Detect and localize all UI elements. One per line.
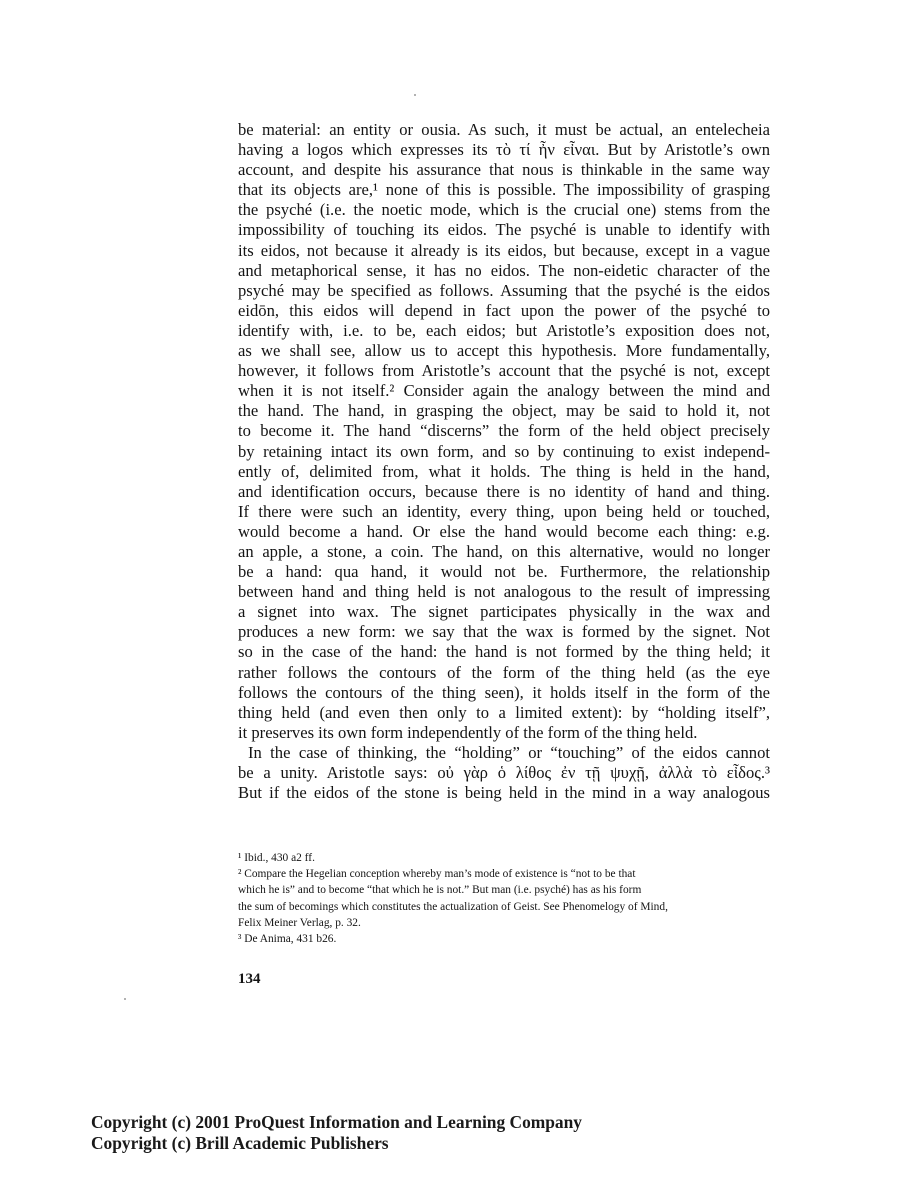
footnote-line: which he is” and to become “that which he is not.” But man (i.e. psyché) has as his form: [238, 884, 642, 897]
text-line: its eidos, not because it already is its eidos, but because, except in a vague: [238, 240, 770, 260]
text-line: to become it. The hand “discerns” the form of the held object precisely: [238, 421, 770, 441]
text-line: But if the eidos of the stone is being held in the mind in a way analogous: [238, 783, 770, 803]
text-line: as we shall see, allow us to accept this hypothesis. More fundamentally,: [238, 341, 770, 361]
text-line: identify with, i.e. to be, each eidos; but Aristotle’s exposition does not,: [238, 320, 770, 340]
text-line: produces a new form: we say that the wax is formed by the signet. Not: [238, 622, 770, 642]
text-line: psyché may be specified as follows. Assuming that the psyché is the eidos: [238, 280, 770, 300]
page-number: 134: [238, 971, 261, 987]
text-line: however, it follows from Aristotle’s account that the psyché is not, except: [238, 361, 770, 381]
text-line: eidōn, this eidos will depend in fact upon the power of the psyché to: [238, 300, 770, 320]
text-line: a signet into wax. The signet participates physically in the wax and: [238, 602, 770, 622]
scan-speck: [124, 998, 126, 1000]
text-line: ently of, delimited from, what it holds. The thing is held in the hand,: [238, 461, 770, 481]
text-line: and identification occurs, because there is no identity of hand and thing.: [238, 481, 770, 501]
text-line: and metaphorical sense, it has no eidos. The non-eidetic character of the: [238, 260, 770, 280]
text-line: be a unity. Aristotle says: οὐ γὰρ ὁ λίθος ἐν τῇ ψυχῇ, ἀλλὰ τὸ εἶδος.³: [238, 763, 770, 782]
text-line: when it is not itself.² Consider again the analogy between the mind and: [238, 381, 770, 401]
footnotes: [238, 850, 770, 947]
text-line: impossibility of touching its eidos. The psyché is unable to identify with: [238, 220, 770, 240]
footnote-line: Felix Meiner Verlag, p. 32.: [238, 916, 361, 929]
text-line: account, and despite his assurance that nous is thinkable in the same way: [238, 160, 770, 180]
text-line: by retaining intact its own form, and so by continuing to exist independ-: [238, 441, 770, 461]
scan-speck: [414, 94, 416, 96]
text-line: rather follows the contours of the form of the thing held (as the eye: [238, 662, 770, 682]
text-line: having a logos which expresses its τὸ τί ἦν εἶναι. But by Aristotle’s own: [238, 140, 770, 160]
text-line: between hand and thing held is not analogous to the result of impressing: [238, 582, 770, 602]
text-line: be a hand: qua hand, it would not be. Furthermore, the relationship: [238, 562, 770, 582]
text-line: it preserves its own form independently of the form of the thing held.: [238, 722, 698, 742]
text-line: If there were such an identity, every thing, upon being held or touched,: [238, 501, 770, 521]
body-text: [238, 120, 770, 803]
copyright-line: Copyright (c) Brill Academic Publishers: [91, 1133, 389, 1153]
copyright-notice: [91, 1112, 582, 1154]
text-line: thing held (and even then only to a limited extent): by “holding itself”,: [238, 702, 770, 722]
footnote-line: ¹ Ibid., 430 a2 ff.: [238, 852, 315, 864]
text-line: would become a hand. Or else the hand would become each thing: e.g.: [238, 521, 770, 541]
footnote-line: ² Compare the Hegelian conception whereby man’s mode of existence is “not to be that: [238, 868, 636, 881]
text-line: the hand. The hand, in grasping the object, may be said to hold it, not: [238, 401, 770, 421]
text-line: In the case of thinking, the “holding” or “touching” of the eidos cannot: [248, 742, 770, 762]
text-line: follows the contours of the thing seen), it holds itself in the form of the: [238, 682, 770, 702]
footnote-line: the sum of becomings which constitutes the actualization of Geist. See Phenomelogy of Mind,: [238, 900, 668, 913]
footnote-line: ³ De Anima, 431 b26.: [238, 933, 337, 946]
text-line: an apple, a stone, a coin. The hand, on this alternative, would no longer: [238, 541, 770, 561]
copyright-line: Copyright (c) 2001 ProQuest Information and Learning Company: [91, 1112, 582, 1132]
text-line: so in the case of the hand: the hand is not formed by the thing held; it: [238, 642, 770, 662]
text-line: the psyché (i.e. the noetic mode, which is the crucial one) stems from the: [238, 200, 770, 220]
text-line: be material: an entity or ousia. As such, it must be actual, an entelecheia: [238, 120, 770, 139]
text-line: that its objects are,¹ none of this is possible. The impossibility of grasping: [238, 180, 770, 200]
